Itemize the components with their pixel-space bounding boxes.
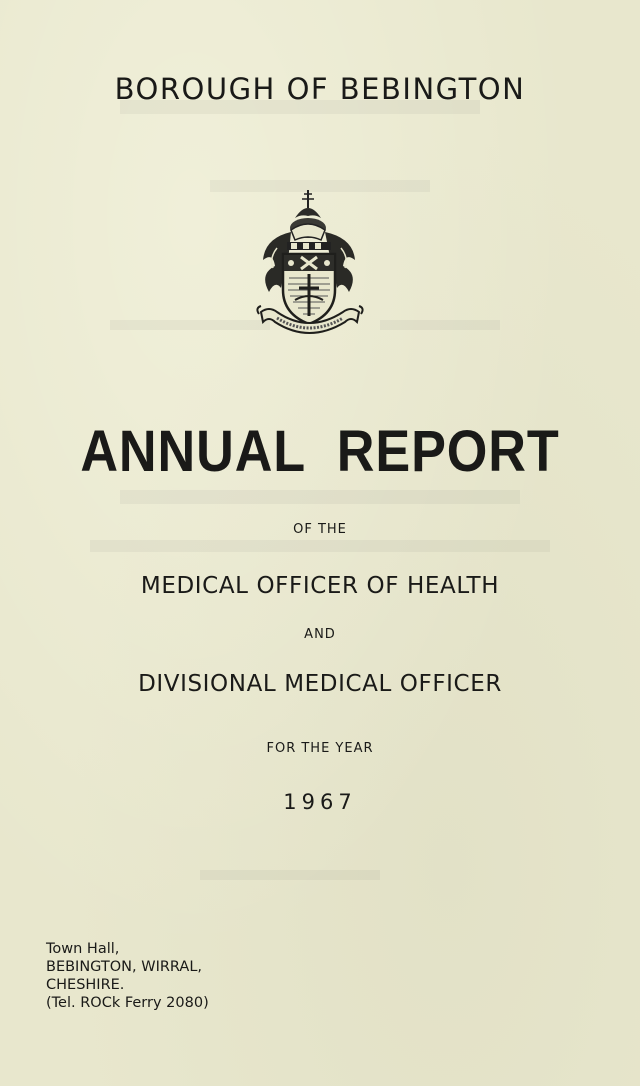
address-line: Town Hall, (46, 941, 120, 957)
of-the-text: OF THE (293, 522, 347, 537)
borough-coat-of-arms (255, 188, 365, 344)
borough-heading: BOROUGH OF BEBINGTON (114, 72, 526, 106)
address-block (46, 940, 209, 1012)
divisional-officer-heading: DIVISIONAL MEDICAL OFFICER (138, 671, 502, 697)
report-title: ANNUAL REPORT (80, 419, 560, 484)
address-line: CHESHIRE. (46, 977, 125, 993)
for-the-year-text: FOR THE YEAR (266, 741, 374, 756)
report-year: 1967 (283, 790, 357, 814)
and-text: AND (304, 627, 336, 642)
telephone-line: (Tel. ROCk Ferry 2080) (46, 995, 209, 1011)
medical-officer-heading: MEDICAL OFFICER OF HEALTH (140, 573, 500, 599)
address-line: BEBINGTON, WIRRAL, (46, 959, 203, 975)
